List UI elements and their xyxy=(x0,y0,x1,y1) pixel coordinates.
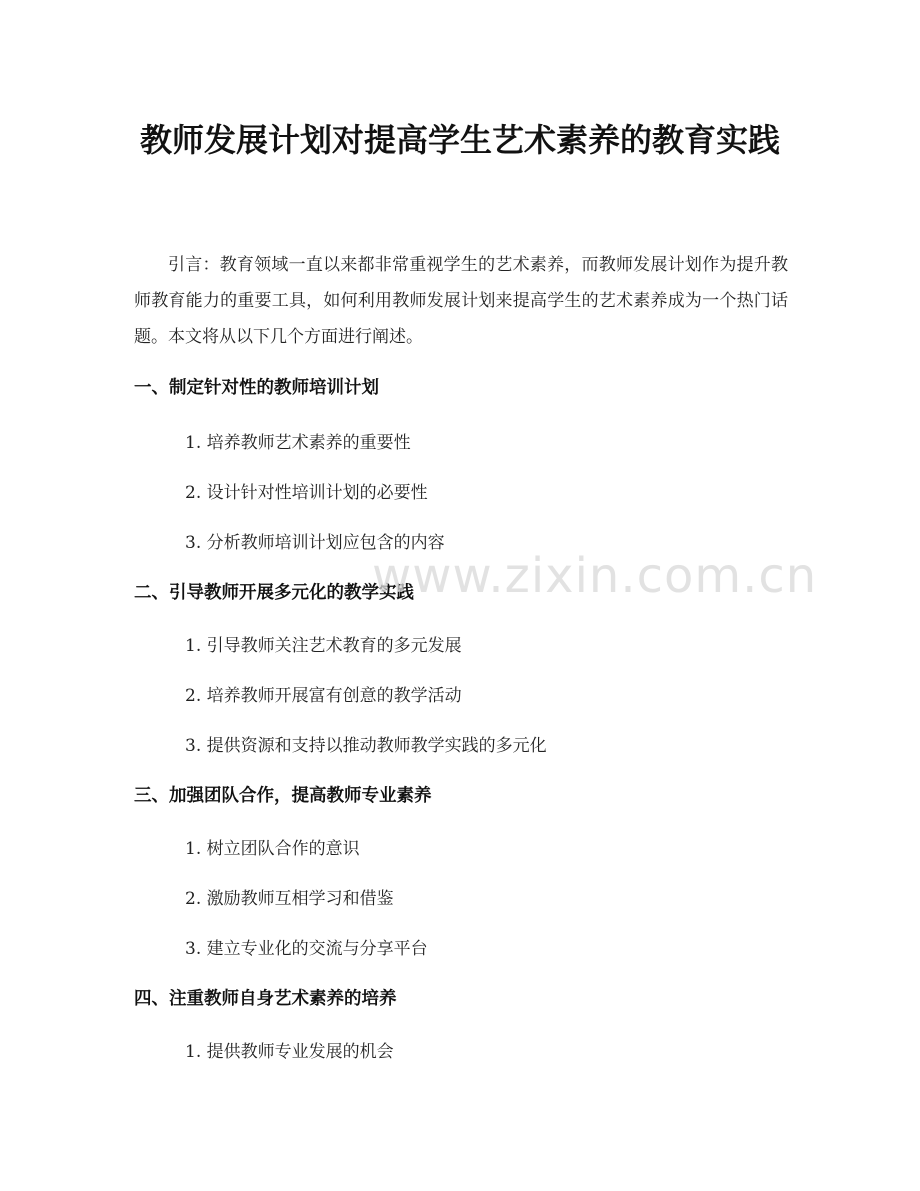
document-title: 教师发展计划对提高学生艺术素养的教育实践 xyxy=(139,121,780,159)
list-item: 2. 培养教师开展富有创意的教学活动 xyxy=(185,686,462,706)
list-item: 1. 引导教师关注艺术教育的多元发展 xyxy=(185,636,462,656)
list-item: 1. 树立团队合作的意识 xyxy=(185,839,360,859)
list-item: 3. 分析教师培训计划应包含的内容 xyxy=(185,533,445,553)
list-item: 1. 提供教师专业发展的机会 xyxy=(185,1042,394,1062)
intro-paragraph: 引言：教育领域一直以来都非常重视学生的艺术素养，而教师发展计划作为提升教师教育能力的重要工具，如何利用教师发展计划来提高学生的艺术素养成为一个热门话题。本文将从以下几个方面进行阐述。 xyxy=(134,255,788,347)
watermark: www.zixin.com.cn xyxy=(372,548,818,604)
list-item: 2. 激励教师互相学习和借鉴 xyxy=(185,889,394,909)
list-item: 1. 培养教师艺术素养的重要性 xyxy=(185,433,411,453)
section-heading-1: 一、制定针对性的教师培训计划 xyxy=(134,378,379,398)
section-heading-4: 四、注重教师自身艺术素养的培养 xyxy=(134,989,397,1009)
section-heading-3: 三、加强团队合作，提高教师专业素养 xyxy=(134,786,432,806)
list-item: 2. 设计针对性培训计划的必要性 xyxy=(185,483,428,503)
section-heading-2: 二、引导教师开展多元化的教学实践 xyxy=(134,583,414,603)
list-item: 3. 建立专业化的交流与分享平台 xyxy=(185,939,428,959)
list-item: 3. 提供资源和支持以推动教师教学实践的多元化 xyxy=(185,736,547,756)
